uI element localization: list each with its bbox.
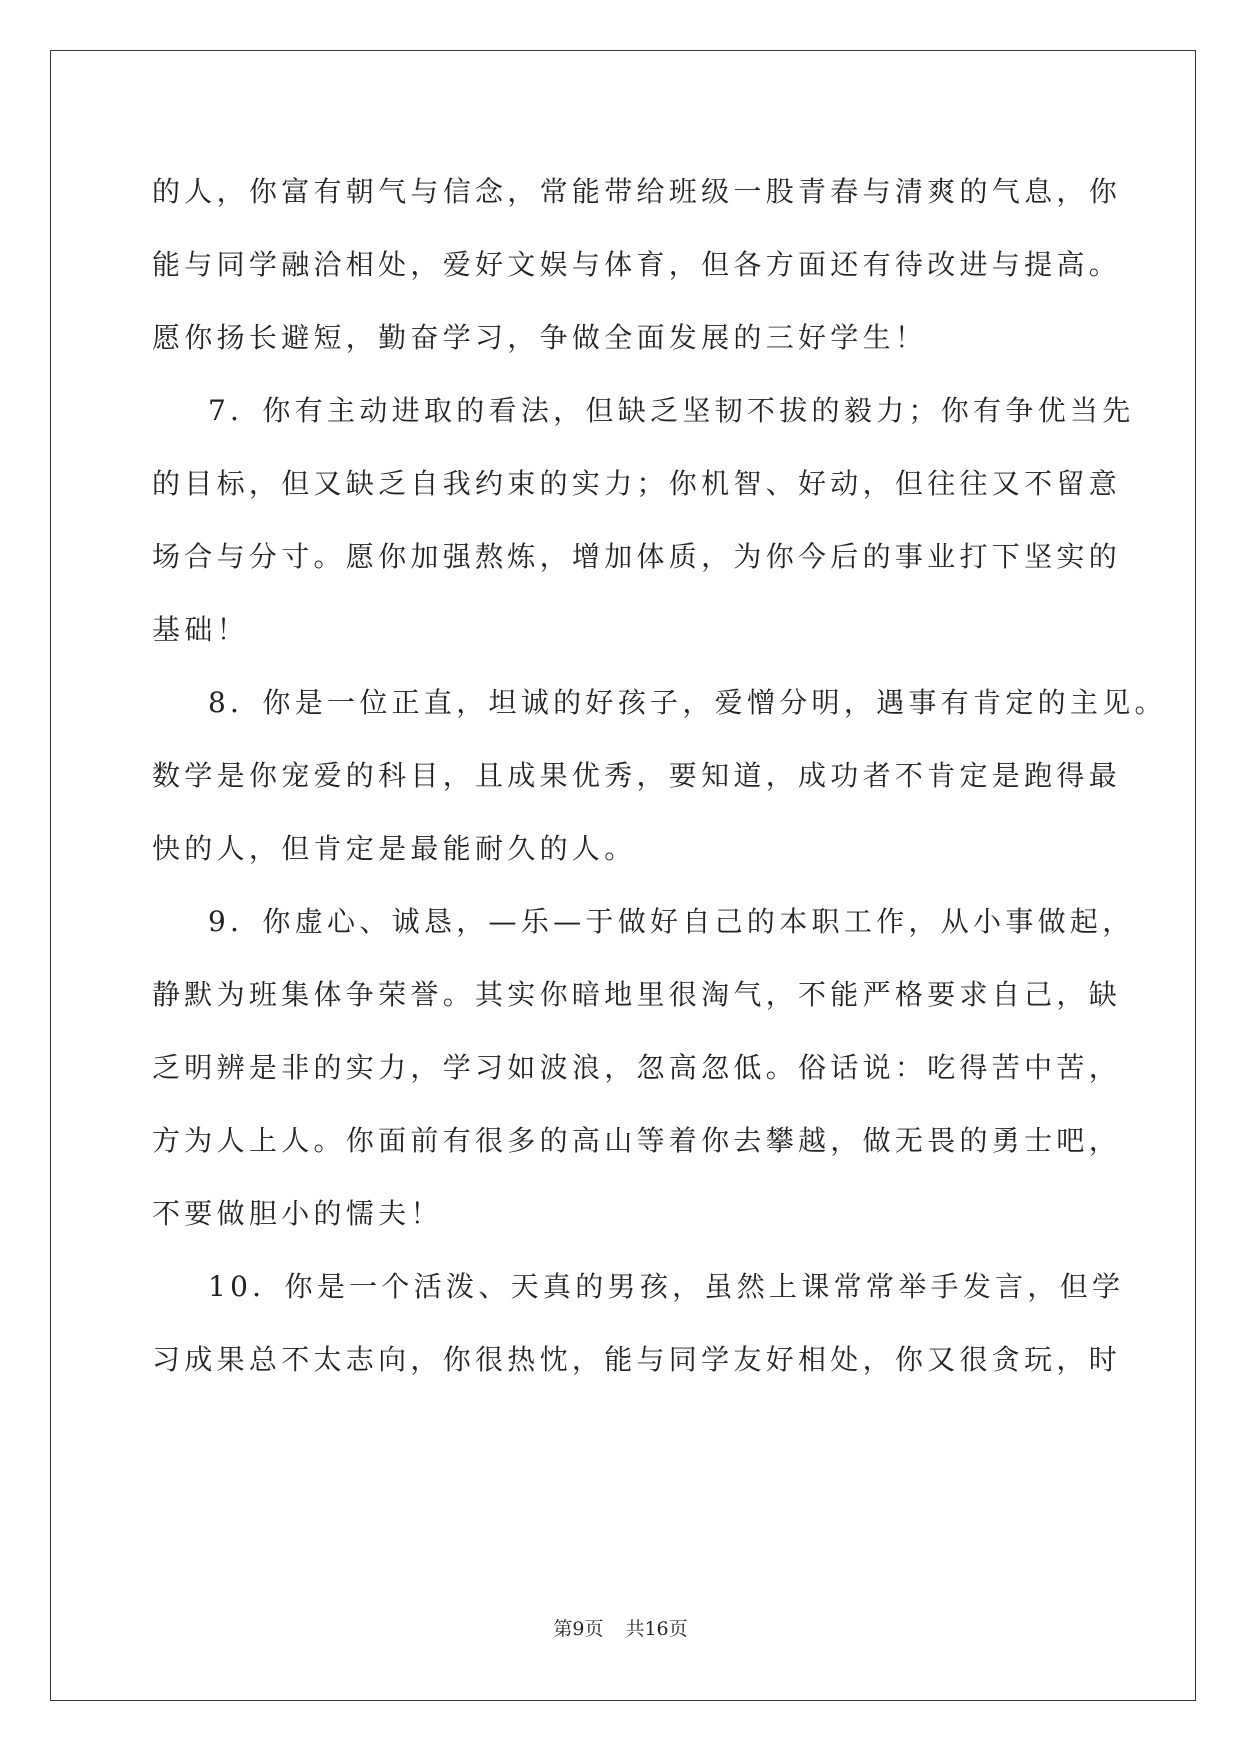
text-line: 静默为班集体争荣誉。其实你暗地里很淘气，不能严格要求自己，缺 <box>152 978 1122 1011</box>
text-line: 数学是你宠爱的科目，且成果优秀，要知道，成功者不肯定是跑得最 <box>152 759 1122 792</box>
text-line: 的目标，但又缺乏自我约束的实力；你机智、好动，但往往又不留意 <box>152 467 1122 500</box>
page-total: 共16页 <box>625 1618 688 1640</box>
text-line: 场合与分寸。愿你加强熬炼，增加体质，为你今后的事业打下坚实的 <box>152 540 1122 573</box>
text-line: 能与同学融洽相处，爱好文娱与体育，但各方面还有待改进与提高。 <box>152 248 1122 281</box>
text-line: 习成果总不太志向，你很热忱，能与同学友好相处，你又很贪玩，时 <box>152 1343 1122 1376</box>
page-border <box>50 50 1196 1701</box>
text-line: 7．你有主动进取的看法，但缺乏坚韧不拔的毅力；你有争优当先 <box>208 394 1135 427</box>
text-line: 9．你虚心、诚恳，—乐—于做好自己的本职工作，从小事做起， <box>208 905 1135 938</box>
text-line: 基础！ <box>152 613 249 646</box>
text-line: 快的人，但肯定是最能耐久的人。 <box>152 832 637 865</box>
text-line: 的人，你富有朝气与信念，常能带给班级一股青春与清爽的气息，你 <box>152 175 1122 208</box>
text-line: 10．你是一个活泼、天真的男孩，虽然上课常常举手发言，但学 <box>208 1270 1125 1303</box>
text-line: 乏明辨是非的实力，学习如波浪，忽高忽低。俗话说：吃得苦中苦， <box>152 1051 1122 1084</box>
text-line: 8．你是一位正直，坦诚的好孩子，爱憎分明，遇事有肯定的主见。 <box>208 686 1167 719</box>
text-line: 不要做胆小的懦夫！ <box>152 1197 443 1230</box>
text-line: 方为人上人。你面前有很多的高山等着你去攀越，做无畏的勇士吧， <box>152 1124 1122 1157</box>
text-line: 愿你扬长避短，勤奋学习，争做全面发展的三好学生！ <box>152 321 928 354</box>
page-footer <box>0 1617 1241 1641</box>
page-number: 第9页 <box>553 1618 604 1640</box>
